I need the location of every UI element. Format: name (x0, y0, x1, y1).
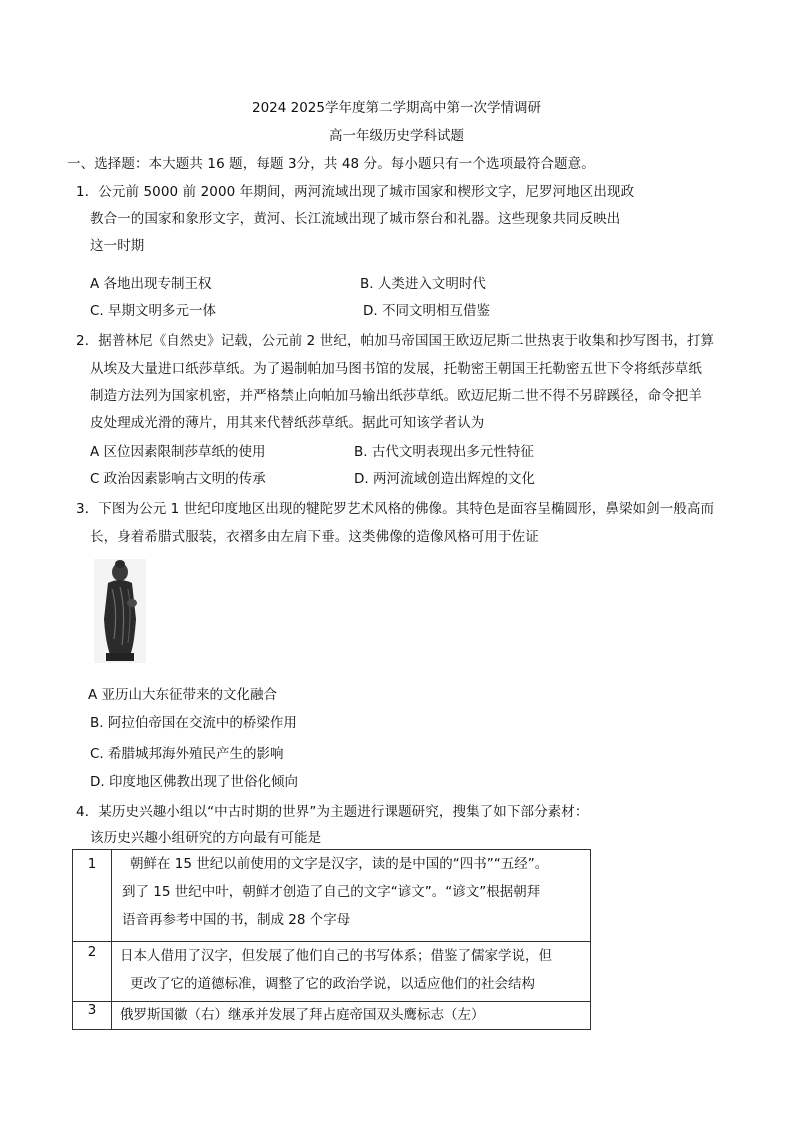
q4-line: 4．某历史兴趣小组以“中古时期的世界”为主题进行课题研究，搜集了如下部分素材： (76, 804, 589, 820)
row-number: 3 (73, 1002, 112, 1030)
row-text-line: 日本人借用了汉字，但发展了他们自己的书写体系；借鉴了儒家学说，但 (120, 948, 552, 964)
row-content (112, 1002, 591, 1030)
gandhara-buddha-statue-image (94, 559, 146, 663)
row-content (112, 942, 591, 1002)
q1-line: 这一时期 (90, 238, 145, 254)
q2-line: 皮处理成光滑的薄片，用其来代替纸莎草纸。据此可知该学者认为 (90, 415, 485, 431)
row-text-line: 更改了它的道德标准，调整了它的政治学说，以适应他们的社会结构 (130, 976, 535, 992)
q2-line: 2．据普林尼《自然史》记载，公元前 2 世纪，帕加马帝国国王欧迈尼斯二世热衷于收集和抄写图书，打算 (76, 333, 715, 349)
row-text-line: 语音再参考中国的书，制成 28 个字母 (122, 912, 351, 928)
row-text-line: 朝鲜在 15 世纪以前使用的文字是汉字，读的是中国的“四书”“五经”。 (130, 856, 549, 872)
q4-line: 该历史兴趣小组研究的方向最有可能是 (90, 830, 322, 846)
table-row (73, 1002, 591, 1030)
q3-option-c: C. 希腊城邦海外殖民产生的影响 (90, 746, 284, 762)
q3-option-b: B. 阿拉伯帝国在交流中的桥梁作用 (90, 715, 297, 731)
q3-option-a: A 亚历山大东征带来的文化融合 (88, 687, 278, 703)
table-row (73, 850, 591, 942)
section-heading: 一、选择题：本大题共 16 题，每题 3分，共 48 分。每小题只有一个选项最符合题意。 (67, 156, 595, 172)
materials-table (72, 849, 591, 1030)
row-text-line: 到了 15 世纪中叶，朝鲜才创造了自己的文字“谚文”。“谚文”根据朝拜 (122, 884, 541, 900)
q2-option-d: D. 两河流域创造出辉煌的文化 (354, 471, 535, 487)
row-number: 1 (73, 850, 112, 942)
q2-option-a: A 区位因素限制莎草纸的使用 (90, 444, 266, 460)
q1-option-c: C. 早期文明多元一体 (90, 303, 217, 319)
q1-line: 1．公元前 5000 前 2000 年期间，两河流域出现了城市国家和楔形文字，尼罗河地区出现政 (76, 184, 635, 200)
q3-option-d: D. 印度地区佛教出现了世俗化倾向 (90, 774, 298, 790)
q3-line: 3．下图为公元 1 世纪印度地区出现的犍陀罗艺术风格的佛像。其特色是面容呈椭圆形，鼻梁如剑一般高而 (76, 501, 715, 517)
q2-line: 从埃及大量进口纸莎草纸。为了遏制帕加马图书馆的发展，托勒密王朝国王托勒密五世下令将纸莎草纸 (90, 361, 702, 377)
row-content (112, 850, 591, 942)
q1-option-a: A 各地出现专制王权 (90, 276, 212, 292)
q1-option-b: B. 人类进入文明时代 (360, 276, 486, 292)
q2-line: 制造方法列为国家机密，并严格禁止向帕加马输出纸莎草纸。欧迈尼斯二世不得不另辟蹊径，命令把羊 (90, 388, 702, 404)
row-number: 2 (73, 942, 112, 1002)
q1-option-d: D. 不同文明相互借鉴 (363, 303, 490, 319)
q2-option-c: C 政治因素影响古文明的传承 (90, 471, 266, 487)
exam-subtitle: 高一年级历史学科试题 (329, 128, 464, 144)
exam-title: 2024 2025学年度第二学期高中第一次学情调研 (251, 100, 541, 116)
q2-option-b: B. 古代文明表现出多元性特征 (354, 444, 534, 460)
row-text-line: 俄罗斯国徽（右）继承并发展了拜占庭帝国双头鹰标志（左） (120, 1007, 485, 1023)
table-row (73, 942, 591, 1002)
q1-line: 教合一的国家和象形文字，黄河、长江流域出现了城市祭台和礼器。这些现象共同反映出 (90, 211, 621, 227)
q3-line: 长，身着希腊式服装，衣褶多由左肩下垂。这类佛像的造像风格可用于佐证 (90, 529, 539, 545)
